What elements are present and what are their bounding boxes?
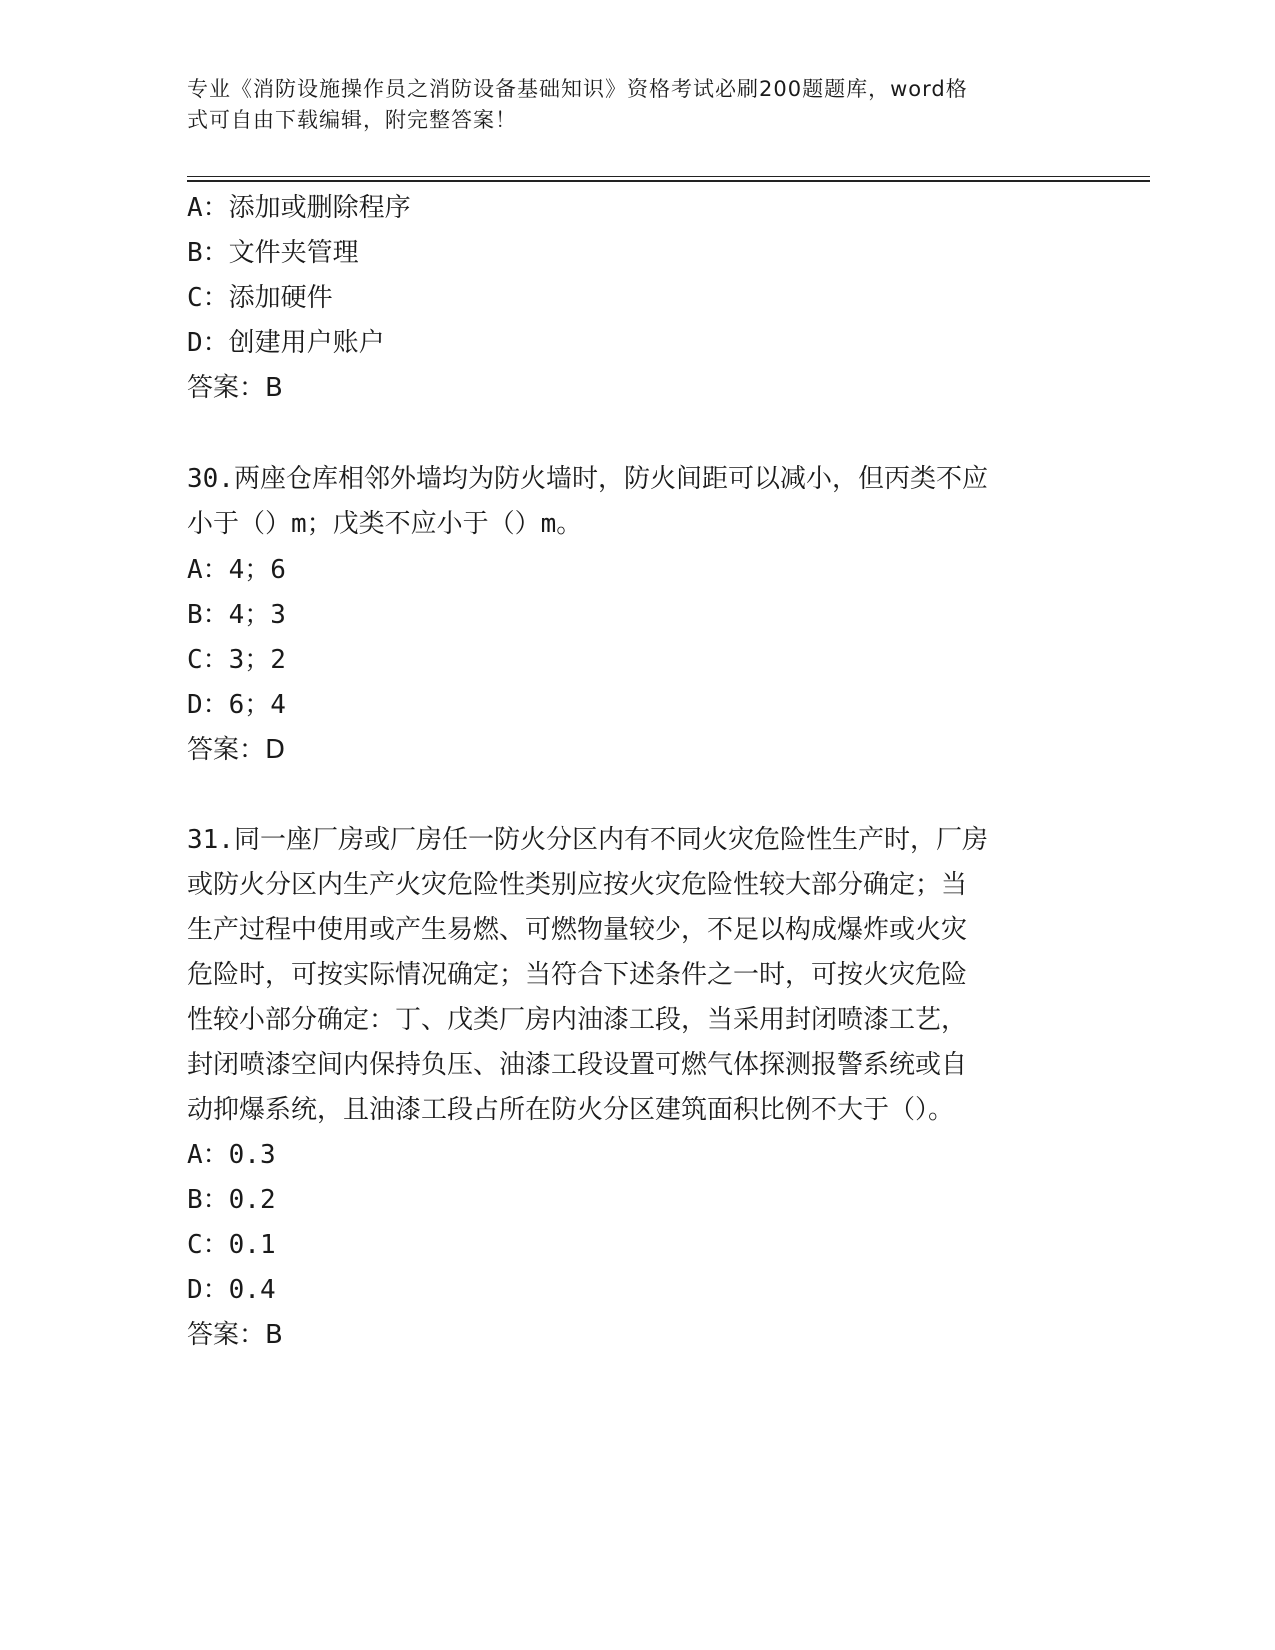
q31-stem-line-5: 性较小部分确定：丁、戊类厂房内油漆工段，当采用封闭喷漆工艺， bbox=[187, 1005, 968, 1035]
header-line-2: 式可自由下载编辑，附完整答案！ bbox=[187, 108, 517, 132]
q30-stem-line-2: 小于（）m；戊类不应小于（）m。 bbox=[187, 509, 583, 539]
q31-stem-line-1: 31.同一座厂房或厂房任一防火分区内有不同火灾危险性生产时，厂房 bbox=[187, 825, 988, 855]
q31-stem-line-6: 封闭喷漆空间内保持负压、油漆工段设置可燃气体探测报警系统或自 bbox=[187, 1050, 968, 1080]
q31-option-d: D：0.4 bbox=[187, 1275, 276, 1305]
header-line-1: 专业《消防设施操作员之消防设备基础知识》资格考试必刷200题题库，word格 bbox=[187, 77, 968, 101]
q29-option-d: D：创建用户账户 bbox=[187, 328, 385, 358]
q29-answer: 答案：B bbox=[187, 373, 283, 403]
q30-answer: 答案：D bbox=[187, 735, 286, 765]
q31-stem-line-3: 生产过程中使用或产生易燃、可燃物量较少，不足以构成爆炸或火灾 bbox=[187, 915, 968, 945]
q29-option-c: C：添加硬件 bbox=[187, 283, 333, 313]
q31-answer: 答案：B bbox=[187, 1320, 283, 1350]
q30-option-d: D：6；4 bbox=[187, 690, 286, 720]
header-rule-thick bbox=[187, 180, 1150, 182]
q30-option-b: B：4；3 bbox=[187, 600, 286, 630]
q30-option-a: A：4；6 bbox=[187, 555, 286, 585]
q30-option-c: C：3；2 bbox=[187, 645, 286, 675]
q29-option-a: A：添加或删除程序 bbox=[187, 193, 411, 223]
q31-option-a: A：0.3 bbox=[187, 1140, 276, 1170]
q30-stem-line-1: 30.两座仓库相邻外墙均为防火墙时，防火间距可以减小，但丙类不应 bbox=[187, 464, 988, 494]
header-rule-thin bbox=[187, 176, 1150, 177]
document-header bbox=[187, 74, 1067, 136]
q31-option-b: B：0.2 bbox=[187, 1185, 276, 1215]
q31-stem-line-2: 或防火分区内生产火灾危险性类别应按火灾危险性较大部分确定；当 bbox=[187, 870, 968, 900]
q31-stem-line-4: 危险时，可按实际情况确定；当符合下述条件之一时，可按火灾危险 bbox=[187, 960, 968, 990]
q31-stem-line-7: 动抑爆系统，且油漆工段占所在防火分区建筑面积比例不大于（）。 bbox=[187, 1095, 955, 1125]
q29-option-b: B：文件夹管理 bbox=[187, 238, 359, 268]
q31-option-c: C：0.1 bbox=[187, 1230, 276, 1260]
